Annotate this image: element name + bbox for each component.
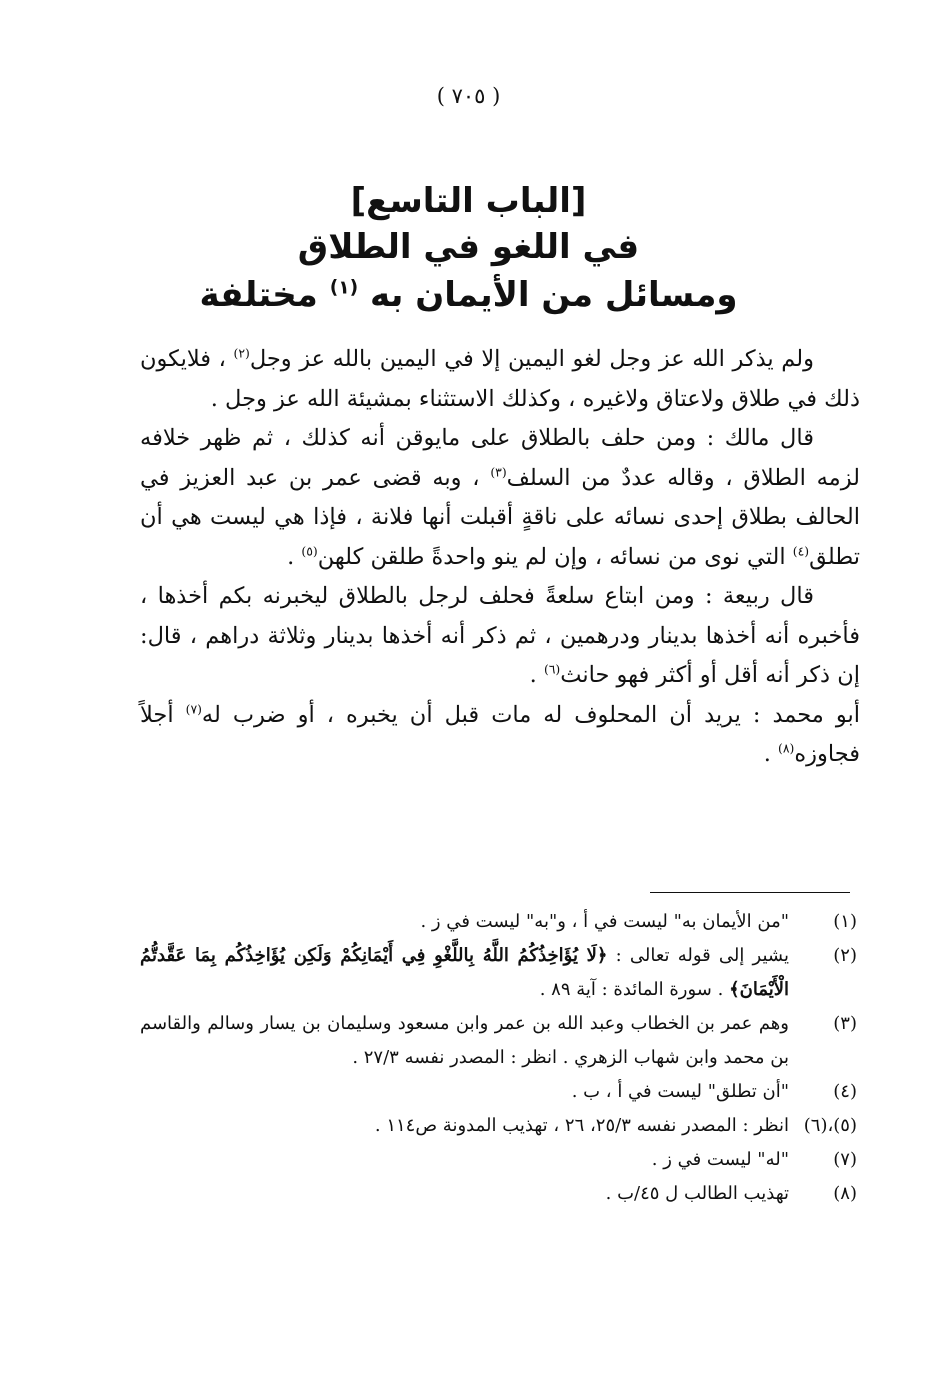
text-span: قال ربيعة : ومن ابتاع سلعةً فحلف لرجل بالطلاق ليخبرنه بكم أخذها ، فأخبره أنه أخذها بدينار ودرهمين ، ثم ذكر أنه أخذها بدينار وثلاثة دراهم ، قال: إن ذكر أنه أقل أو أكثر فهو حانث: [140, 583, 860, 688]
footnote-ref: (٣): [490, 465, 507, 479]
paragraph-2: [140, 419, 860, 577]
text-span: التي نوى من نسائه ، وإن لم ينو واحدةً طلقن كلهن: [317, 543, 786, 570]
footnote-2: [140, 939, 865, 1007]
chapter-subtitle-part1: ومسائل من الأيمان به: [370, 275, 738, 315]
footnote-number: (١): [833, 911, 857, 932]
footnote-ref: (٧): [185, 702, 202, 716]
paragraph-4: [140, 696, 860, 775]
footnote-ref: (٤): [792, 544, 810, 558]
footnote-5-6: [140, 1109, 865, 1143]
footnote-3: [140, 1007, 865, 1075]
footnote-text: [140, 939, 789, 1007]
text-span: ، وبه قضى عمر بن عبد العزيز في الحالف بطلاق إحدى نسائه على ناقةٍ أقبلت أنها فلانة ، فإذا هي ليست هي أن تطلق: [140, 464, 860, 570]
footnote-text: وهم عمر بن الخطاب وعبد الله بن عمر وابن مسعود وسليمان بن يسار وسالم والقاسم بن محمد وابن شهاب الزهري . انظر : المصدر نفسه ٢٧/٣ .: [140, 1013, 789, 1068]
footnote-number: (٥)،(٦): [803, 1115, 857, 1136]
chapter-subtitle-part2: مختلفة: [199, 275, 318, 315]
footnote-8: [140, 1177, 865, 1211]
footnote-4: [140, 1075, 865, 1109]
footnote-ref: (٥): [301, 544, 318, 558]
text-span: .: [287, 543, 295, 570]
text-span: ، فلايكون ذلك في طلاق ولاعتاق ولاغيره ، وكذلك الاستثناء بمشيئة الله عز وجل .: [140, 346, 860, 412]
chapter-heading: [الباب التاسع]: [350, 181, 587, 221]
footnote-number: (٤): [833, 1081, 857, 1102]
chapter-title: في اللغو في الطلاق: [297, 227, 640, 267]
footnote-ref: (١): [329, 277, 359, 299]
footnote-text: "من الأيمان به" ليست في أ ، و"به" ليست في ز .: [420, 911, 789, 932]
text-span: أبو محمد : يريد أن المحلوف له مات قبل أن يخبره ، أو ضرب له: [201, 701, 860, 728]
footnote-divider: [650, 892, 850, 893]
footnote-ref: (٦): [543, 662, 561, 677]
paragraph-1: [140, 340, 860, 419]
footnote-number: (٢): [833, 945, 857, 966]
main-text: [140, 340, 860, 775]
footnote-number: (٨): [833, 1183, 857, 1204]
footnote-text: "له" ليست في ز .: [651, 1149, 789, 1170]
footnote-7: [140, 1143, 865, 1177]
text-span: أجلاً فجاوزه: [140, 701, 860, 767]
text-span: ولم يذكر الله عز وجل لغو اليمين إلا في اليمين بالله عز وجل: [249, 346, 815, 372]
footnote-1: [140, 905, 865, 939]
footnote-text-after: . سورة المائدة : آية ٨٩ .: [539, 979, 724, 1000]
quran-verse: ﴿لَا يُؤَاخِذُكُمُ اللَّهُ بِاللَّغْوِ فِي أَيْمَانِكُمْ وَلَكِن يُؤَاخِذُكُم بِمَا عَقَّدتُّمُ الْأَيْمَانَ﴾: [140, 945, 789, 1000]
chapter-subtitle: [0, 270, 937, 320]
footnote-ref: (٨): [778, 741, 795, 756]
footnote-text: انظر : المصدر نفسه ٢٥/٣، ٢٦ ، تهذيب المدونة ص١١٤ .: [374, 1115, 789, 1136]
footnote-number: (٧): [833, 1149, 857, 1170]
footnote-ref: (٢): [233, 346, 250, 361]
text-span: .: [529, 662, 537, 688]
footnote-text: "أن تطلق" ليست في أ ، ب .: [571, 1081, 789, 1102]
footnote-text: تهذيب الطالب ل ٤٥/ب .: [605, 1183, 789, 1204]
paragraph-3: [140, 577, 860, 696]
footnote-text-before: يشير إلى قوله تعالى :: [615, 945, 789, 966]
text-span: قال مالك : ومن حلف بالطلاق على مايوقن أنه كذلك ، ثم ظهر خلافه لزمه الطلاق ، وقاله عددٌ من السلف: [140, 425, 860, 491]
page-number: ( ٧٠٥ ): [436, 84, 501, 108]
footnotes: [140, 905, 865, 1211]
footnote-number: (٣): [833, 1013, 857, 1034]
text-span: .: [763, 741, 771, 767]
